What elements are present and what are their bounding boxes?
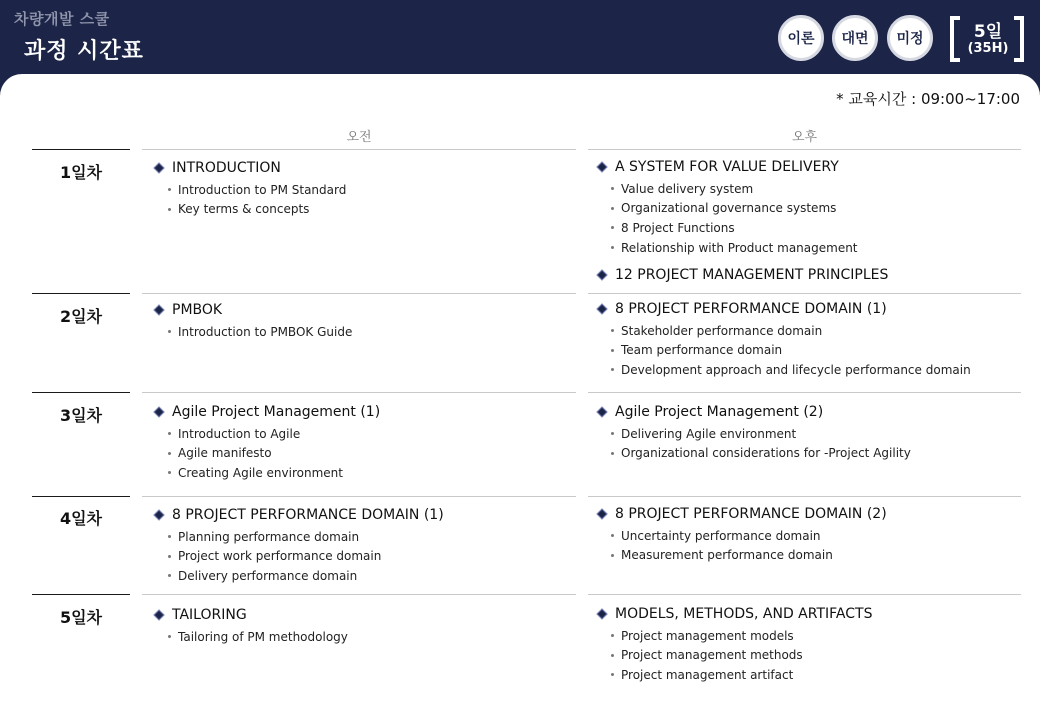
- duration-hours: (35H): [967, 41, 1009, 56]
- topic-item: [152, 547, 444, 567]
- afternoon-session: [595, 300, 971, 380]
- diamond-bullet-icon: [596, 269, 607, 280]
- afternoon-session: [595, 266, 888, 284]
- afternoon-session: [595, 505, 887, 565]
- topic-item: [152, 322, 352, 342]
- topic-item: [595, 238, 858, 258]
- session-heading: [152, 301, 352, 319]
- topic-item-text: Delivering Agile environment: [621, 426, 797, 441]
- column-header-morning: 오전: [346, 130, 372, 145]
- session-heading: [595, 403, 911, 421]
- day-label: 1일차: [59, 163, 103, 182]
- morning-divider: [142, 293, 576, 294]
- dot-bullet-icon: [611, 654, 614, 657]
- morning-session: [152, 403, 380, 483]
- school-name: 차량개발 스쿨: [14, 10, 110, 28]
- session-heading: [595, 300, 971, 318]
- topic-item: [595, 444, 911, 464]
- topic-item: [152, 627, 348, 647]
- morning-session: [152, 301, 352, 342]
- afternoon-session: [595, 403, 911, 463]
- morning-divider: [142, 392, 576, 393]
- session-heading-text: TAILORING: [172, 607, 247, 623]
- left-bracket: [950, 16, 960, 62]
- diamond-bullet-icon: [596, 303, 607, 314]
- topic-item-text: Project management methods: [621, 648, 803, 663]
- diamond-bullet-icon: [596, 608, 607, 619]
- topic-item-text: Development approach and lifecycle performance domain: [621, 362, 971, 377]
- topic-item: [595, 546, 887, 566]
- afternoon-divider: [588, 496, 1021, 497]
- session-heading-text: 8 PROJECT PERFORMANCE DOMAIN (2): [615, 506, 887, 522]
- education-time: * 교육시간 : 09:00~17:00: [836, 90, 1020, 108]
- topic-list: [152, 527, 444, 586]
- topic-item-text: 8 Project Functions: [621, 220, 735, 235]
- diamond-bullet-icon: [596, 161, 607, 172]
- diamond-bullet-icon: [153, 304, 164, 315]
- session-heading-text: 12 PROJECT MANAGEMENT PRINCIPLES: [615, 267, 889, 283]
- afternoon-divider: [588, 594, 1021, 595]
- dot-bullet-icon: [611, 187, 614, 190]
- right-bracket: [1014, 16, 1024, 62]
- dot-bullet-icon: [611, 246, 614, 249]
- session-heading: [152, 159, 346, 177]
- day-divider: [32, 392, 130, 393]
- morning-session: [152, 606, 348, 647]
- dot-bullet-icon: [168, 188, 171, 191]
- topic-item: [595, 646, 872, 666]
- topic-item: [595, 626, 872, 646]
- day-label: 2일차: [59, 307, 103, 326]
- dot-bullet-icon: [611, 329, 614, 332]
- day-label: 4일차: [59, 509, 103, 528]
- topic-item: [152, 566, 444, 586]
- session-heading: [595, 266, 888, 284]
- dot-bullet-icon: [611, 368, 614, 371]
- session-heading-text: Agile Project Management (1): [172, 404, 381, 420]
- session-heading: [595, 505, 887, 523]
- topic-item: [152, 527, 444, 547]
- dot-bullet-icon: [168, 432, 171, 435]
- session-heading-text: PMBOK: [172, 302, 223, 318]
- topic-item-text: Team performance domain: [621, 343, 783, 358]
- topic-item-text: Tailoring of PM methodology: [178, 629, 348, 644]
- topic-item-text: Relationship with Product management: [621, 240, 858, 255]
- day-label: 3일차: [59, 406, 103, 425]
- day-divider: [32, 149, 130, 150]
- topic-item-text: Organizational considerations for -Project Agility: [621, 446, 911, 461]
- topic-item: [595, 321, 971, 341]
- day-divider: [32, 293, 130, 294]
- topic-item-text: Introduction to Agile: [178, 426, 301, 441]
- morning-divider: [142, 496, 576, 497]
- topic-item-text: Uncertainty performance domain: [621, 528, 821, 543]
- dot-bullet-icon: [611, 452, 614, 455]
- topic-item-text: Delivery performance domain: [178, 568, 358, 583]
- session-heading-text: A SYSTEM FOR VALUE DELIVERY: [615, 159, 839, 175]
- diamond-bullet-icon: [153, 406, 164, 417]
- diamond-bullet-icon: [596, 508, 607, 519]
- diamond-bullet-icon: [153, 162, 164, 173]
- topic-item-text: Introduction to PMBOK Guide: [178, 324, 353, 339]
- dot-bullet-icon: [611, 349, 614, 352]
- day-divider: [32, 496, 130, 497]
- morning-divider: [142, 149, 576, 150]
- topic-item: [595, 424, 911, 444]
- topic-item: [152, 463, 380, 483]
- dot-bullet-icon: [168, 330, 171, 333]
- topic-item: [595, 526, 887, 546]
- dot-bullet-icon: [611, 226, 614, 229]
- session-heading-text: 8 PROJECT PERFORMANCE DOMAIN (1): [615, 301, 887, 317]
- session-heading-text: 8 PROJECT PERFORMANCE DOMAIN (1): [172, 507, 444, 523]
- header-banner: [0, 0, 1040, 80]
- afternoon-session: [595, 605, 872, 685]
- session-heading: [152, 403, 380, 421]
- morning-divider: [142, 594, 576, 595]
- diamond-bullet-icon: [153, 509, 164, 520]
- diamond-bullet-icon: [153, 609, 164, 620]
- dot-bullet-icon: [168, 208, 171, 211]
- topic-item-text: Stakeholder performance domain: [621, 323, 823, 338]
- day-divider: [32, 594, 130, 595]
- duration-days: 5일: [973, 22, 1003, 42]
- topic-item-text: Project management artifact: [621, 667, 794, 682]
- topic-item-text: Project work performance domain: [178, 549, 382, 564]
- topic-item: [152, 180, 346, 200]
- topic-item: [595, 360, 971, 380]
- topic-list: [595, 626, 872, 685]
- afternoon-session: [595, 158, 858, 257]
- topic-item-text: Agile manifesto: [178, 446, 272, 461]
- topic-item: [595, 179, 858, 199]
- topic-list: [152, 180, 346, 219]
- diamond-bullet-icon: [596, 406, 607, 417]
- topic-list: [595, 321, 971, 380]
- topic-list: [152, 424, 380, 483]
- day-label: 5일차: [59, 608, 103, 627]
- topic-item: [152, 424, 380, 444]
- topic-item: [595, 218, 858, 238]
- topic-item: [595, 665, 872, 685]
- topic-list: [595, 526, 887, 565]
- session-heading: [152, 506, 444, 524]
- dot-bullet-icon: [611, 432, 614, 435]
- dot-bullet-icon: [611, 673, 614, 676]
- session-heading: [152, 606, 348, 624]
- dot-bullet-icon: [611, 207, 614, 210]
- topic-item-text: Measurement performance domain: [621, 548, 833, 563]
- badge-undecided: 미정: [887, 15, 933, 61]
- dot-bullet-icon: [611, 554, 614, 557]
- topic-item-text: Project management models: [621, 628, 794, 643]
- dot-bullet-icon: [611, 634, 614, 637]
- afternoon-divider: [588, 149, 1021, 150]
- topic-list: [595, 424, 911, 463]
- topic-item-text: Creating Agile environment: [178, 465, 343, 480]
- topic-item-text: Introduction to PM Standard: [178, 182, 347, 197]
- badge-theory: 이론: [778, 15, 824, 61]
- topic-item-text: Key terms & concepts: [178, 202, 310, 217]
- dot-bullet-icon: [168, 535, 171, 538]
- topic-item-text: Planning performance domain: [178, 529, 360, 544]
- topic-item: [595, 341, 971, 361]
- session-heading-text: MODELS, METHODS, AND ARTIFACTS: [615, 606, 873, 622]
- dot-bullet-icon: [168, 635, 171, 638]
- morning-session: [152, 159, 346, 219]
- dot-bullet-icon: [168, 574, 171, 577]
- duration-box: [950, 14, 1026, 64]
- topic-list: [595, 179, 858, 257]
- afternoon-divider: [588, 293, 1021, 294]
- topic-item-text: Value delivery system: [621, 181, 754, 196]
- page-title: 과정 시간표: [24, 39, 144, 64]
- column-header-afternoon: 오후: [791, 130, 818, 145]
- afternoon-divider: [588, 392, 1021, 393]
- topic-list: [152, 322, 352, 342]
- session-heading: [595, 158, 858, 176]
- dot-bullet-icon: [168, 555, 171, 558]
- topic-list: [152, 627, 348, 647]
- dot-bullet-icon: [168, 452, 171, 455]
- topic-item: [152, 200, 346, 220]
- badge-in-person: 대면: [832, 15, 878, 61]
- session-heading: [595, 605, 872, 623]
- session-heading-text: INTRODUCTION: [172, 160, 281, 176]
- topic-item: [152, 444, 380, 464]
- dot-bullet-icon: [611, 534, 614, 537]
- dot-bullet-icon: [168, 471, 171, 474]
- session-heading-text: Agile Project Management (2): [615, 404, 824, 420]
- morning-session: [152, 506, 444, 586]
- topic-item-text: Organizational governance systems: [621, 201, 837, 216]
- topic-item: [595, 199, 858, 219]
